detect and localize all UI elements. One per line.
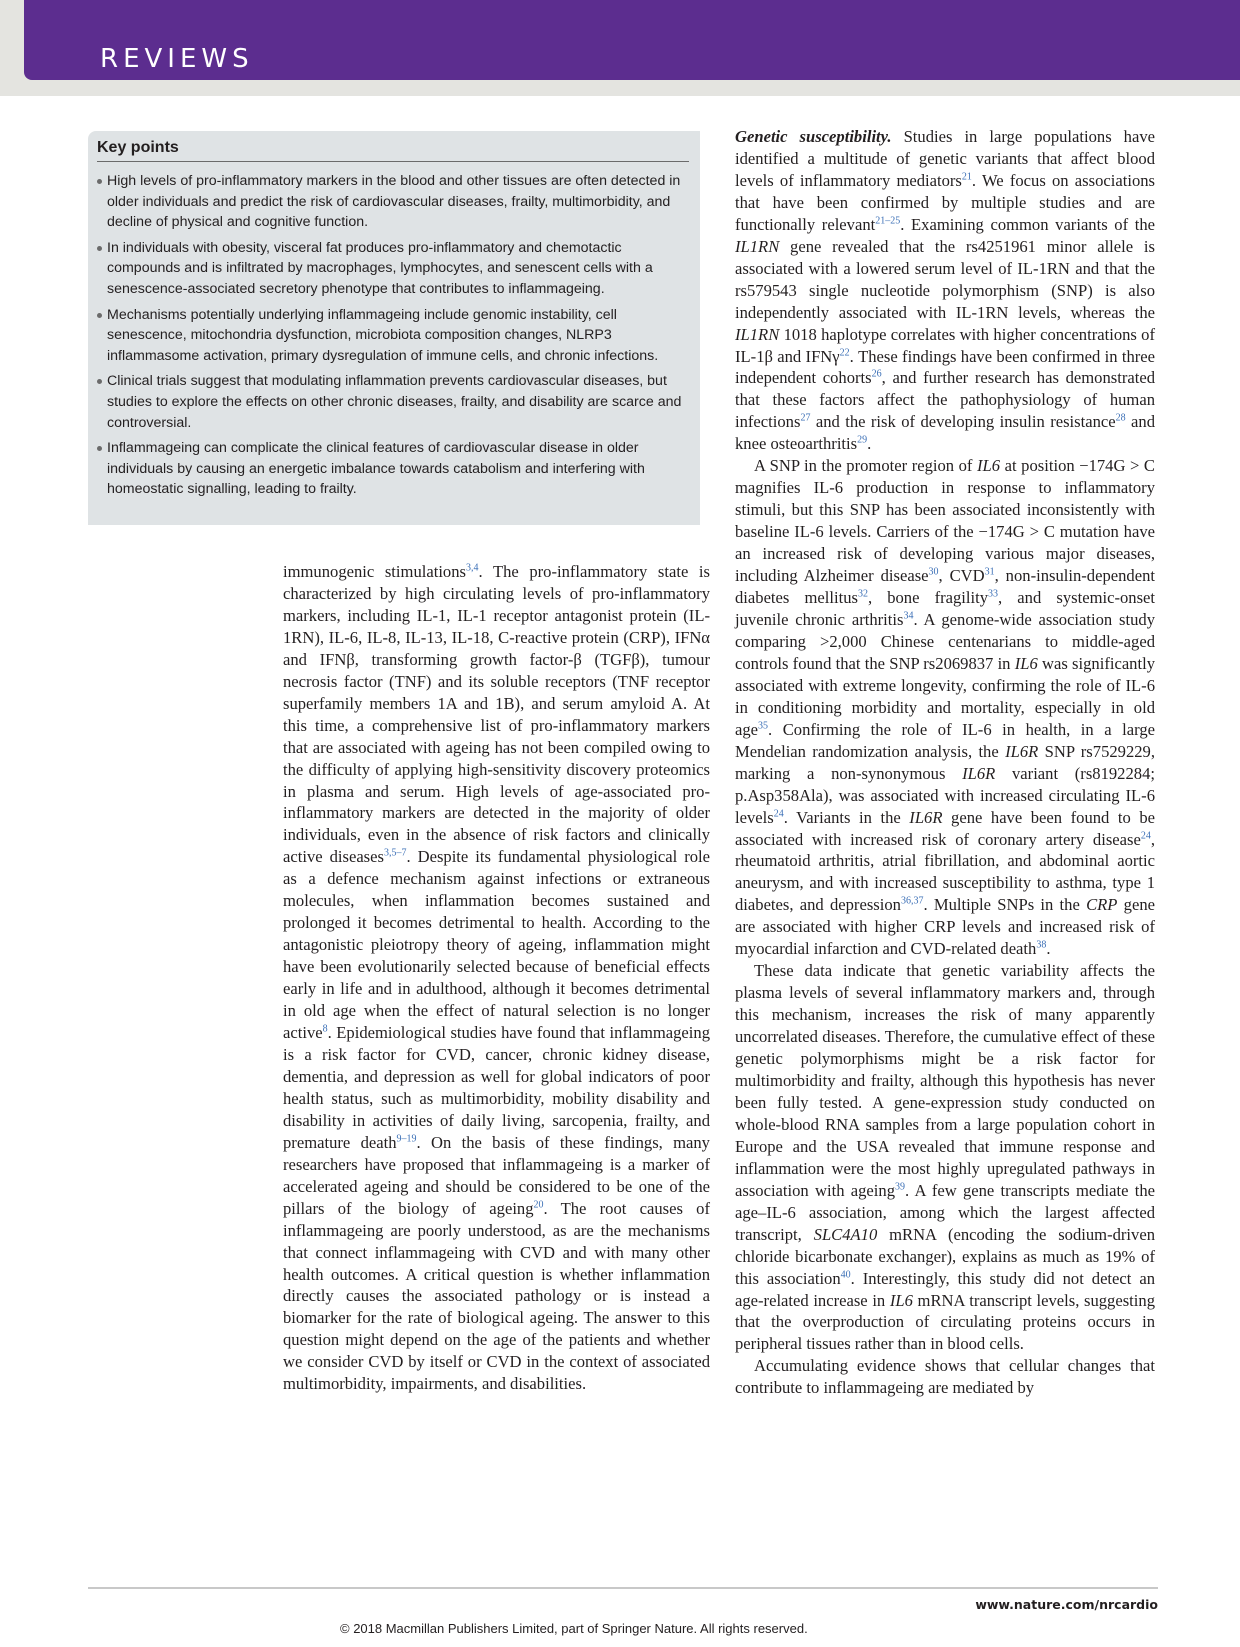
journal-url-link[interactable]: www.nature.com/nrcardio (975, 1597, 1158, 1612)
citation-link[interactable]: 21 (961, 171, 972, 183)
citation-link[interactable]: 3,4 (465, 562, 479, 574)
body-column-right (735, 126, 1155, 1399)
footer-divider (88, 1587, 1158, 1589)
citation-link[interactable]: 34 (903, 610, 914, 622)
key-point-item: In individuals with obesity, visceral fat produces pro-inflammatory and chemotactic compounds and is infiltrated by macrophages, lymphocytes, and senescent cells with a senescence-associated secretory phenotype that contributes to inflammageing. (97, 238, 697, 300)
citation-link[interactable]: 29 (857, 434, 868, 446)
section-label: REVIEWS (100, 44, 254, 74)
citation-link[interactable]: 24 (773, 808, 784, 820)
key-point-item: Clinical trials suggest that modulating inflammation prevents cardiovascular diseases, but studies to explore the effects on other chronic diseases, frailty, and disability are scarce and controversial. (97, 371, 697, 433)
body-paragraph: A SNP in the promoter region of IL6 at position −174G > C magnifies IL-6 production in response to inflammatory stimuli, but this SNP has been associated inconsistently with baseline IL-6 levels. Carriers of the −174G > C mutation have an increased risk of developing various major diseases, including Alzheimer disease$^{30}$, CVD$^{31}$, non-insulin-dependent diabetes mellitus$^{32}$, bone fragility$^{33}$, and systemic-onset juvenile chronic arthritis$^{34}$. A genome-wide association study comparing >2,000 Chinese centenarians to middle-aged controls found that the SNP rs2069837 in IL6 was significantly associated with extreme longevity, confirming the role of IL-6 in conditioning morbidity and mortality, especially in old age$^{35}$. Confirming the role of IL-6 in health, in a large Mendelian randomization analysis, the IL6R SNP rs7529229, marking a non-synonymous IL6R variant (rs8192284; p.Asp358Ala), was associated with increased circulating IL-6 levels$^{24}$. Variants in the IL6R gene have been found to be associated with increased risk of coronary artery disease$^{24}$, rheumatoid arthritis, atrial fibrillation, and abdominal aortic aneurysm, and with increased susceptibility to asthma, type 1 diabetes, and depression$^{36,37}$. Multiple SNPs in the CRP gene are associated with higher CRP levels and increased risk of myocardial infarction and CVD-related death$^{38}$. (735, 456, 1156, 959)
citation-link[interactable]: 26 (871, 368, 882, 380)
citation-link[interactable]: 36,37 (900, 895, 924, 907)
body-paragraph: These data indicate that genetic variability affects the plasma levels of several inflammatory markers and, through this mechanism, increases the risk of many apparently uncorrelated diseases. Therefore, the cumulative effect of these genetic polymorphisms might be a risk factor for multimorbidity and frailty, although this hypothesis has never been fully tested. A gene-expression study conducted on whole-blood RNA samples from a large population cohort in Europe and the USA revealed that immune response and inflammation were the most highly upregulated pathways in association with ageing$^{39}$. A few gene transcripts mediate the age–IL-6 association, among which the largest affected transcript, SLC4A10 mRNA (encoding the sodium-driven chloride bicarbonate exchanger), explains as much as 19% of this association$^{40}$. Interestingly, this study did not detect an age-related increase in IL6 mRNA transcript levels, suggesting that the overproduction of circulating proteins occurs in peripheral tissues rather than in blood cells. (735, 961, 1155, 1354)
citation-link[interactable]: 27 (800, 412, 811, 424)
key-point-item: High levels of pro-inflammatory markers in the blood and other tissues are often detected in older individuals and predict the risk of cardiovascular diseases, frailty, multimorbidity, and decline of physical and cognitive function. (97, 171, 697, 233)
citation-link[interactable]: 38 (1036, 939, 1047, 951)
key-points-box (88, 131, 700, 525)
citation-link[interactable]: 3,5–7 (383, 847, 407, 859)
citation-link[interactable]: 35 (758, 720, 769, 732)
key-points-title: Key points (97, 139, 689, 162)
key-points-list (97, 171, 697, 505)
citation-link[interactable]: 22 (839, 347, 850, 358)
copyright-notice: © 2018 Macmillan Publishers Limited, part of Springer Nature. All rights reserved. (340, 1621, 808, 1636)
citation-link[interactable]: 30 (928, 566, 939, 578)
key-point-item: Mechanisms potentially underlying inflammageing include genomic instability, cell senescence, mitochondria dysfunction, microbiota composition changes, NLRP3 inflammasome activation, primary dysregulation of immune cells, and chronic infections. (97, 305, 697, 367)
body-paragraph: Genetic susceptibility. Studies in large populations have identified a multitude of genetic variants that affect blood levels of inflammatory mediators$^{21}$. We focus on associations that have been confirmed by multiple studies and are functionally relevant$^{21-25}$. Examining common variants of the IL1RN gene revealed that the rs4251961 minor allele is associated with a lowered serum level of IL-1RN and that the rs579543 single nucleotide polymorphism (SNP) is also independently associated with IL-1RN levels, whereas the IL1RN 1018 haplotype correlates with higher concentrations of IL-1β and IFNγ$^{22}$. These findings have been confirmed in three independent cohorts$^{26}$, and further research has demonstrated that these factors affect the pathophysiology of human infections$^{27}$ and the risk of developing insulin resistance$^{28}$ and knee osteoarthritis$^{29}$. (735, 127, 1156, 454)
subsection-heading: Genetic susceptibility. (735, 127, 892, 146)
citation-link[interactable]: 20 (533, 1199, 544, 1211)
citation-link[interactable]: 8 (322, 1023, 328, 1035)
citation-link[interactable]: 28 (1115, 412, 1126, 424)
body-paragraph: immunogenic stimulations$^{3,4}$. The pro-inflammatory state is characterized by high circulating levels of pro-inflammatory markers, including IL-1, IL-1 receptor antagonist protein (IL-1RN), IL-6, IL-8, IL-13, IL-18, C-reactive protein (CRP), IFNα and IFNβ, transforming growth factor-β (TGFβ), tumour necrosis factor (TNF) and its soluble receptors (TNF receptor superfamily members 1A and 1B), and serum amyloid A. At this time, a comprehensive list of pro-inflammatory markers that are associated with ageing has not been compiled owing to the difficulty of applying high-sensitivity discovery proteomics in plasma and serum. High levels of age-associated pro-inflammatory markers are detected in the majority of older individuals, even in the absence of risk factors and clinically active diseases$^{3,5-7}$. Despite its fundamental physiological role as a defence mechanism against infections or extraneous molecules, when inflammation becomes sustained and prolonged it becomes detrimental to health. According to the antagonistic pleiotropy theory of ageing, inflammation might have been evolutionarily selected because of beneficial effects early in life and in adulthood, although it becomes detrimental in old age when the effect of natural selection is no longer active$^8$. Epidemiological studies have found that inflammageing is a risk factor for CVD, cancer, chronic kidney disease, dementia, and depression as well for global indicators of poor health status, such as multimorbidity, mobility disability and disability in activities of daily living, sarcopenia, frailty, and premature death$^{9-19}$. On the basis of these findings, many researchers have proposed that inflammageing is a marker of accelerated ageing and should be considered to be one of the pillars of the biology of ageing$^{20}$. The root causes of inflammageing are poorly understood, as are the mechanisms that connect inflammageing with CVD and with many other health outcomes. A critical question is whether inflammation directly causes the associated pathology or is instead a biomarker for the rate of biological ageing. The answer to this question might depend on the age of the patients and whether we consider CVD by itself or CVD in the context of associated multimorbidity, impairments, and disabilities. (283, 562, 710, 1394)
body-column-left (283, 561, 710, 1395)
citation-link[interactable]: 31 (984, 566, 995, 578)
citation-link[interactable]: 33 (988, 588, 999, 600)
section-banner (24, 0, 1240, 80)
key-point-item: Inflammageing can complicate the clinical features of cardiovascular disease in older individuals by causing an energetic imbalance towards catabolism and interfering with homeostatic signalling, leading to frailty. (97, 438, 697, 500)
body-paragraph: Accumulating evidence shows that cellular changes that contribute to inflammageing are mediated by (735, 1356, 1155, 1398)
citation-link[interactable]: 32 (857, 588, 868, 600)
citation-link[interactable]: 39 (895, 1181, 905, 1193)
citation-link[interactable]: 9–19 (396, 1133, 417, 1145)
citation-link[interactable]: 40 (840, 1269, 851, 1281)
citation-link[interactable]: 24 (1140, 829, 1151, 841)
citation-link[interactable]: 21–25 (875, 215, 901, 227)
